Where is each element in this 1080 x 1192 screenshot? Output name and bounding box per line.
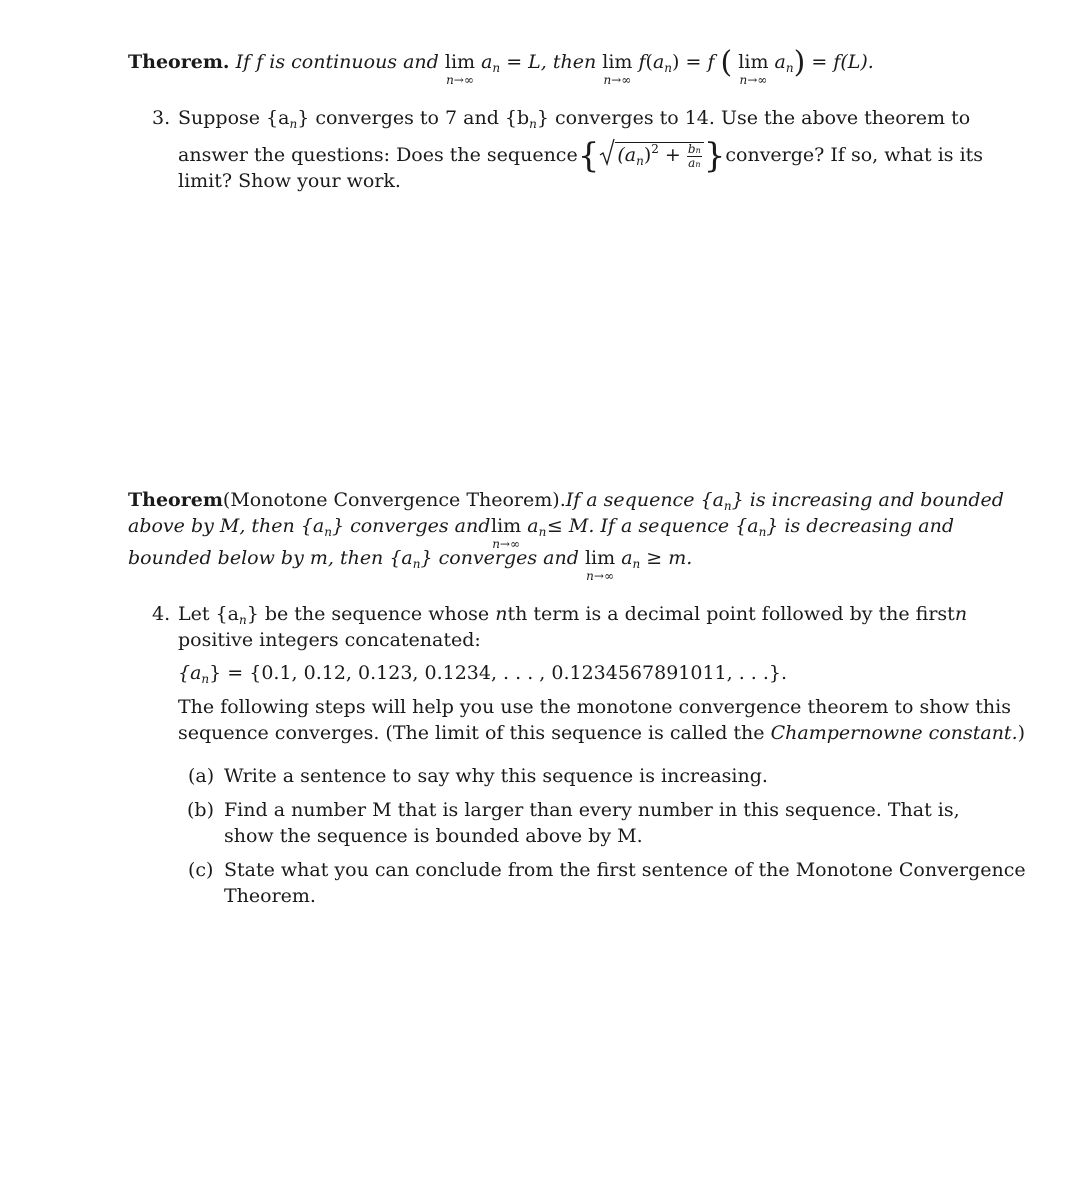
p4-l1c: th term is a decimal point followed by the first	[507, 603, 955, 625]
p3-plus: +	[658, 144, 687, 166]
p3-sqrt-sup: 2	[651, 142, 659, 156]
problem3-line3: limit? Show your work.	[178, 170, 401, 192]
theorem1-fa: a	[652, 51, 665, 73]
theorem1-eq-L: = L, then	[506, 51, 597, 73]
p3-fraction: $\frac{bn}{an}$	[687, 142, 701, 170]
problem4-sequence	[178, 664, 787, 685]
theorem2-l3d: ≥ m.	[646, 547, 693, 569]
item-a-line1: Write a sentence to say why this sequence is increasing.	[224, 765, 768, 787]
theorem1-end: = f(L).	[811, 51, 874, 73]
theorem2-l3c-sub: n	[632, 557, 641, 571]
theorem2-l3b: } converges and	[420, 547, 579, 569]
theorem2-l3a: bounded below by m, then {a	[128, 547, 413, 569]
theorem1-f-outer: f	[707, 51, 715, 73]
p4-l1-n: n	[495, 603, 508, 625]
p3-sequence-expression: { $(a_n)^2$ + $\frac{bn}{an}$ }	[577, 136, 726, 176]
problem4-para-line2	[178, 724, 1025, 743]
p3-l2a: answer the questions: Does the sequence	[178, 144, 578, 166]
item-c-line1: State what you can conclude from the first sentence of the Monotone Convergence	[224, 859, 1026, 881]
item-b-label: (b)	[187, 799, 214, 821]
p4-para-l2b: )	[1017, 722, 1026, 744]
theorem1-lim-1: lim n→∞	[444, 51, 476, 87]
item-c-line2: Theorem.	[224, 885, 316, 907]
theorem1-f: f	[256, 51, 264, 73]
theorem1-f-of: f	[638, 51, 646, 73]
p4-champernowne: Champernowne constant.	[770, 722, 1018, 744]
p4-para-l2a: sequence converges. (The limit of this sequence is called the	[178, 722, 765, 744]
problem4-line1	[178, 603, 968, 627]
theorem2-label: Theorem	[128, 489, 223, 511]
p3-l1b: } converges to 7 and {b	[297, 107, 530, 129]
problem4-number: 4.	[152, 603, 171, 625]
p3-sqrt-sub: n	[636, 154, 644, 168]
p3-l1c: } converges to 14. Use the above theorem to	[536, 107, 971, 129]
problem3-number: 3.	[152, 107, 171, 129]
p4-l1-sub: n	[238, 613, 247, 627]
theorem1-label: Theorem.	[128, 51, 230, 73]
theorem2-line1	[128, 489, 1004, 513]
theorem1-lim-2: lim n→∞	[602, 51, 633, 87]
item-b-line2: show the sequence is bounded above by M.	[224, 825, 643, 847]
p4-seq-a: {a	[178, 662, 202, 684]
item-c-label: (c)	[188, 859, 214, 881]
theorem1-lim-3: lim n→∞	[738, 51, 769, 87]
problem4-line2: positive integers concatenated:	[178, 629, 481, 651]
theorem1-a-sub: n	[492, 61, 501, 75]
p4-l1a: Let {a	[178, 603, 239, 625]
p4-seq-sub: n	[201, 672, 210, 686]
problem3-line2	[178, 136, 984, 176]
problem4-para-line1	[178, 696, 1011, 718]
p4-l1-n2: n	[954, 603, 968, 625]
p4-seq-b: } = {0.1, 0.12, 0.123, 0.1234, . . . , 0.1234567891011, . . .}.	[209, 662, 788, 684]
item-b-line1: Find a number M that is larger than every number in this sequence. That is,	[224, 799, 960, 821]
theorem1-line: Theorem. If f is continuous and lim n→∞ $a_n = L$, then lim n→∞ $f(a_n) = f$ ( lim n→∞ $a_n) = f(L)$.	[128, 45, 874, 87]
theorem1-eq: =	[685, 51, 702, 73]
theorem2-line3	[128, 547, 693, 583]
theorem2-l3-lim: lim n→∞	[584, 547, 616, 583]
theorem2-l3-sub: n	[412, 557, 421, 571]
p4-l1b: } be the sequence whose	[246, 603, 490, 625]
p4-para-l1: The following steps will help you use the monotone convergence theorem to show this	[178, 696, 1011, 718]
item-a-label: (a)	[188, 765, 215, 787]
theorem1-fa-sub: n	[664, 61, 673, 75]
theorem2-l1-text: If a sequence $\{a_n\}$ is increasing and bounded	[565, 489, 1004, 513]
p3-sqrt-a: (a	[617, 144, 637, 166]
theorem1-inner-sub: n	[785, 61, 794, 75]
theorem1-a: a	[481, 51, 493, 73]
problem3-line1	[178, 107, 971, 131]
theorem1-inner-a: a	[774, 51, 786, 73]
p3-l2b: converge? If so, what is its	[725, 144, 984, 166]
p3-l1a: Suppose {a	[178, 107, 290, 129]
theorem2-l2-lim: lim n→∞ $a_n$	[491, 515, 547, 551]
theorem2-l3c: a	[621, 547, 633, 569]
theorem2-l2d: ≤ M. If a sequence $\{a_n\}$ is decreasing and	[546, 515, 954, 539]
theorem2-name: (Monotone Convergence Theorem).	[222, 489, 566, 511]
theorem1-continuous: is continuous and	[269, 51, 439, 73]
theorem1-if: If	[235, 51, 251, 73]
p3-l1-sub2: n	[529, 117, 537, 131]
theorem2-l2a: above by M, then $\{a_n\}$ converges and	[128, 515, 491, 539]
p3-l1-sub1: n	[289, 117, 298, 131]
theorem2-line2	[128, 515, 954, 551]
p3-sqrt-close: )	[643, 144, 652, 166]
